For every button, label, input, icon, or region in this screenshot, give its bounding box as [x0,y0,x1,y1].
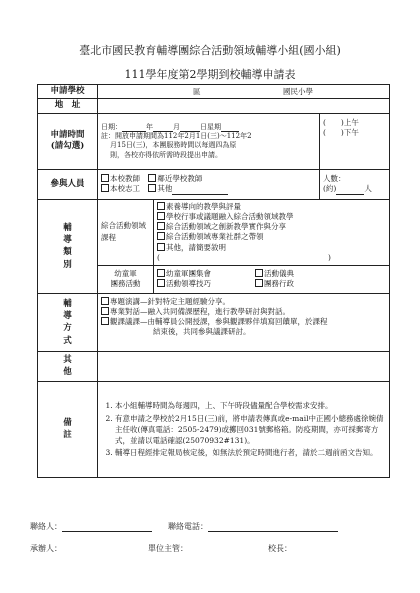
curriculum-other-blank[interactable]: ( ) [157,252,331,262]
remark-item: 3. 輔導日程經排定報局核定後，如無法於預定時間進行者，請於二週前函文告知。 [115,447,386,458]
time-label-main: 申請時間 [50,129,85,140]
phone-label: 聯絡電話： [168,522,208,531]
scouts-label: 幼童軍 團務活動 [98,265,154,293]
method-options [98,293,390,351]
date-line [101,123,316,132]
time-note-3: 則，各校亦得依所需時段提出申請。 [110,150,222,159]
participant-nearby-checkbox[interactable]: 鄰近學校教師 [148,174,202,183]
time-note-2: 月15日(三)，本團服務時間以每週四為原 [110,141,237,150]
district-suffix: 區 [193,86,201,96]
pm-option[interactable]: ( )下午 [323,128,359,138]
curriculum-option-other[interactable]: 其他，請簡要敘明 [157,243,386,253]
remarks-label: 備 註 [38,381,98,477]
method-label: 輔 導 方 式 [38,293,98,351]
application-form-table [37,84,390,478]
scouts-option-ceremony[interactable]: 活動儀典 [255,269,294,278]
other-field[interactable] [98,351,390,381]
method-option-observation[interactable]: 觀課議課—由輔導員公開授課，參與觀課夥伴填寫回饋單，於課程 [101,317,386,327]
supervisor-label: 單位主管： [148,544,188,553]
curriculum-option-community[interactable]: 綜合活動領域專業社群之帶領 [157,232,386,242]
category-row-curriculum [38,199,390,265]
method-option-observation-cont: 結束後，共同參與議課研討。 [153,327,251,337]
school-suffix: 國民小學 [283,86,313,96]
method-row [38,293,390,351]
count-unit: 人 [364,184,372,194]
date-month-label: 月 [173,122,180,131]
curriculum-option-assessment[interactable]: 素養導向的教學與評量 [157,202,386,212]
participants-options [98,169,320,199]
curriculum-option-integration[interactable]: 學校行事或議題融入綜合活動領域教學 [157,212,386,222]
participants-row [38,169,390,199]
approx-label: (約) [323,184,337,194]
date-weekday-label: 星期 [207,122,221,131]
remark-item: 2. 有意申請之學校於2月15日(三)前，將申請表傳真或e-mail中正國小總務處徐婉倩主任收(傳真電話：2505-2479)或擲回031號郵格箱。防疫期間，亦可採郵寄方式，並請以電話確認(25070932#131)。 [115,413,386,447]
category-label: 輔 導 類 別 [38,199,98,293]
participant-teacher-checkbox[interactable]: 本校教師 [101,174,140,183]
participant-volunteer-checkbox[interactable]: 本校志工 [101,184,140,193]
principal-label: 校長： [268,544,292,553]
time-note-1: 註：開放申請期間為112年2月1日(三)～112年2 [101,132,252,140]
scouts-option-admin[interactable]: 團務行政 [255,279,294,288]
date-day-label: 日 [200,122,207,131]
principal-field[interactable] [268,543,292,554]
other-row [38,351,390,381]
participants-label: 參與人員 [38,169,98,199]
form-title: 臺北市國民教育輔導團綜合活動領域輔導小組(國小組) [79,44,341,57]
scouts-option-leadership[interactable]: 活動領導技巧 [157,279,255,289]
method-option-dialogue[interactable]: 專業對話—融入共同備課歷程，進行教學研討與對話。 [101,307,386,317]
am-option[interactable]: ( )上午 [323,117,359,127]
address-label: 地 址 [38,99,98,113]
date-prefix: 日期： [101,122,122,131]
participant-count[interactable] [320,169,390,199]
remark-item: 1. 本小組輔導時間為每週四，上、下午時段儘量配合學校需求安排。 [115,400,386,411]
date-year-label: 年 [146,122,153,131]
handler-field[interactable] [30,543,62,554]
address-field[interactable] [98,99,390,113]
school-row [38,85,390,99]
school-field[interactable] [98,85,390,99]
curriculum-label: 綜合活動領域課程 [98,199,154,265]
address-row [38,99,390,113]
school-label: 申請學校 [38,85,98,99]
method-option-lecture[interactable]: 專題演講—針對特定主題經驗分享。 [101,297,386,307]
participant-other-checkbox[interactable]: 其他 [148,184,228,193]
time-row [38,113,390,169]
scouts-option-meeting[interactable]: 幼童軍團集會 [157,269,255,279]
contact-field[interactable] [30,521,152,532]
curriculum-option-innovation[interactable]: 綜合活動領域之創新教學實作與分享 [157,222,386,232]
count-label: 人數： [323,174,346,184]
other-label: 其 他 [38,351,98,381]
phone-field[interactable] [168,521,338,532]
curriculum-options [154,199,390,265]
scouts-options [154,265,390,293]
handler-label: 承辦人： [30,544,62,553]
date-field[interactable] [98,113,320,169]
remarks-row [38,381,390,477]
remarks-content [98,381,390,477]
supervisor-field[interactable] [148,543,188,554]
contact-label: 聯絡人： [30,522,62,531]
time-label-hint: (請勾選) [50,141,85,152]
time-label [38,113,98,169]
period-field [320,113,390,169]
form-subtitle: 111學年度第2學期到校輔導申請表 [124,68,296,81]
